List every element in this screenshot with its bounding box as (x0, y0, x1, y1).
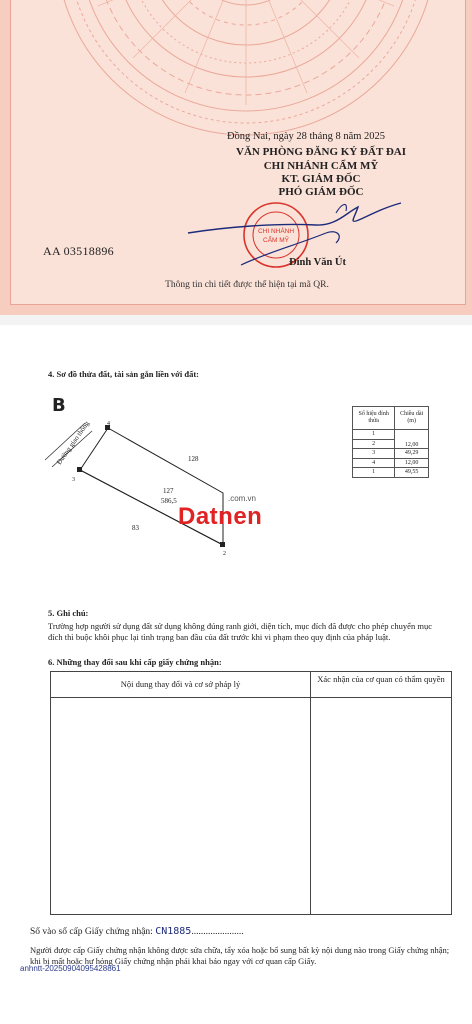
registry-label: Số vào sổ cấp Giấy chứng nhận: (30, 927, 153, 937)
parcel-diagram (40, 395, 263, 565)
col-vertex-header: Số hiệu đỉnh thửa (353, 407, 395, 430)
road-label: Đường giao thông (55, 419, 91, 467)
vertex-label-3: 3 (72, 477, 75, 483)
bronze-drum-pattern (51, 0, 441, 140)
vertex-marker-3 (77, 467, 82, 472)
neighbor-parcel-top: 128 (188, 455, 199, 463)
signer-title-1: KT. GIÁM ĐỐC (281, 173, 361, 185)
registry-dots: ...................... (191, 927, 244, 937)
office-branch: CHI NHÁNH CẨM MỸ (263, 160, 379, 172)
qr-note: Thông tin chi tiết được thể hiện tại mã QR. (165, 280, 329, 290)
col-length-header: Chiều dài (m) (395, 407, 429, 430)
signer-title-2: PHÓ GIÁM ĐỐC (278, 186, 364, 198)
table-row: 1 12,00 (353, 430, 429, 440)
table-row: 2 (353, 439, 429, 449)
stamp-text-1: CHI NHÁNH (257, 228, 295, 235)
neighbor-parcel-bottom: 83 (132, 524, 139, 532)
table-row: 3 49,29 (353, 449, 429, 459)
section5-text: Trường hợp người sử dụng đất sử dụng không đúng ranh giới, diện tích, mục đích đã được cho phép chuyển mục đích thì buộc khôi phục lại tình trạng ban đầu của đất trước khi vi phạm theo quy định của pháp luật. (48, 621, 432, 642)
datnen-domain: .com.vn (228, 494, 257, 503)
parcel-number: 127 (163, 487, 174, 495)
changes-table (50, 671, 452, 915)
parcel-area: 586,5 (161, 497, 177, 505)
page-separator (0, 315, 472, 325)
certificate-page-top (0, 0, 472, 315)
changes-col1-header: Nội dung thay đổi và cơ sở pháp lý (120, 679, 241, 689)
section5-heading: 5. Ghi chú: (48, 608, 89, 618)
table-column-divider (310, 672, 311, 914)
table-row: 4 12,00 (353, 458, 429, 468)
registry-line (30, 926, 244, 937)
vertex-marker-2 (220, 542, 225, 547)
stamp-text-2: CẨM MỸ (263, 237, 289, 244)
vertex-length-table (352, 406, 429, 478)
signer-name: Đinh Văn Út (289, 257, 346, 268)
table-row: 1 49,55 (353, 468, 429, 478)
table-row-divider (51, 697, 451, 698)
registry-value: CN1885 (155, 926, 192, 937)
footer-note: Người được cấp Giấy chứng nhận không được sửa chữa, tẩy xóa hoặc bổ sung bất kỳ nội dung nào trong Giấy chứng nhận; khi bị mất hoặc hư hỏng Giấy chứng nhận phải khai báo ngay với cơ quan cấp Giấy. (30, 945, 450, 966)
datnen-logo: Datnen (178, 503, 263, 530)
office-name: VĂN PHÒNG ĐĂNG KÝ ĐẤT ĐAI (236, 146, 406, 158)
certificate-paper (10, 0, 466, 305)
vertex-label-2: 2 (223, 551, 226, 557)
date-line: Đồng Nai, ngày 28 tháng 8 năm 2025 (226, 131, 386, 142)
vertex-label-4: 4 (107, 421, 110, 427)
section4-heading: 4. Sơ đồ thửa đất, tài sản gắn liền với đất: (48, 369, 200, 379)
north-arrow-icon: B (52, 395, 66, 416)
section6-heading: 6. Những thay đổi sau khi cấp giấy chứng nhận: (48, 657, 222, 667)
datnen-watermark (178, 494, 298, 530)
changes-col2-header: Xác nhận của cơ quan có thẩm quyền (317, 674, 445, 684)
document-id-stamp: anhntt-20250904095428861 (20, 964, 121, 973)
certificate-serial: AA 03518896 (43, 244, 114, 258)
